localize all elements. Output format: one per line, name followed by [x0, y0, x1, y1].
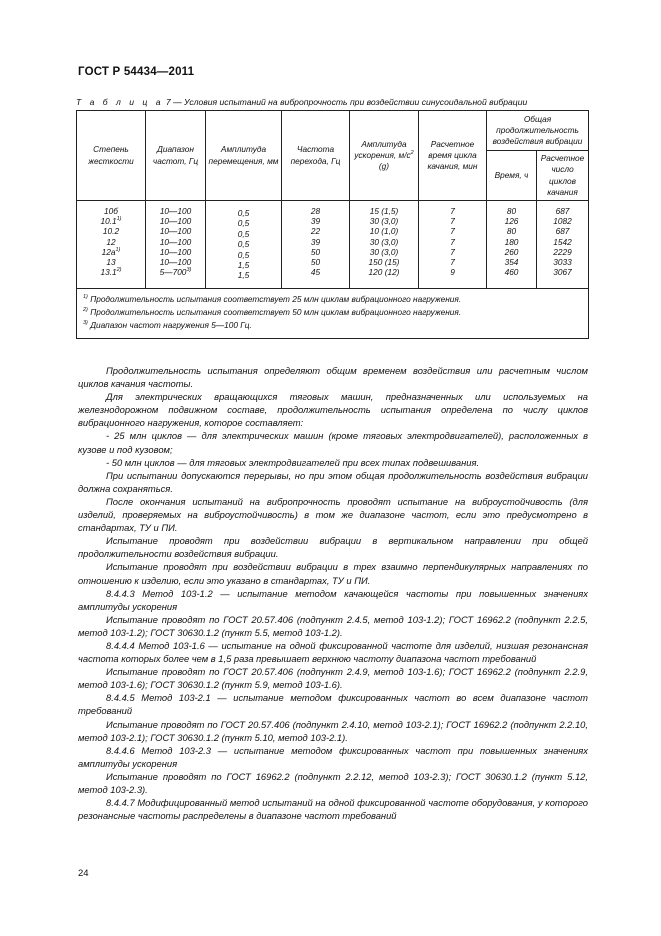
header-amp-acceleration: Амплитуда ускорения, $м/с^2$ (g) [350, 111, 419, 201]
table-cell: 1,5 [237, 260, 250, 271]
header-cycle-time: Расчетное время цикла качания, мин [419, 111, 487, 201]
table-cell: 5—700$^{3)}$ [159, 267, 192, 278]
table-caption [76, 97, 596, 107]
table-cell: 10—100 [159, 257, 192, 268]
test-conditions-table [76, 110, 589, 339]
table-cell: 9 [450, 267, 455, 278]
table-cell: 10б [104, 206, 118, 216]
paragraph: Испытание проводят при воздействии вибрации в трех взаимно перпендикулярных направлениях по отношению к изделию, если это указано в стандартах, ТУ и ПИ. [78, 561, 588, 586]
col-cycles [537, 201, 589, 289]
table-cell: 7 [450, 226, 455, 237]
table-note: $^{3)}$ Диапазон частот нагружения 5—100 Гц. [83, 320, 252, 330]
table-cell: 0,5 [237, 239, 250, 250]
table-cell: 3033 [553, 257, 572, 268]
paragraph: Испытание проводят по ГОСТ 16962.2 (подпункт 2.2.12, метод 103-2.3); ГОСТ 30630.1.2 (пункт 5.12, метод 103-2.3). [78, 770, 588, 795]
table-cell: 50 [310, 246, 321, 257]
table-cell: 2229 [553, 246, 572, 257]
header-transition-freq: Частота перехода, Гц [282, 111, 350, 201]
table-cell: 45 [310, 267, 321, 278]
col-amp-displacement [206, 201, 282, 289]
table-cell: 0,5 [237, 249, 250, 260]
table-cell: 13.1$^{2)}$ [100, 267, 122, 278]
table-cell: 1082 [553, 216, 572, 227]
table-cell: 3067 [553, 267, 572, 278]
col-transition-freq [282, 201, 350, 289]
table-cell: 10.2 [102, 226, 120, 237]
col-degree [77, 201, 146, 289]
table-cell: 80 [506, 226, 517, 237]
table-cell: 30 (3,0) [369, 216, 399, 227]
table-cell: 39 [310, 236, 321, 247]
table-cell: 15 (1,5) [369, 206, 399, 216]
table-cell: 0,5 [237, 208, 250, 218]
table-cell: $12а^{1)}$ [101, 246, 121, 257]
table-caption-label: Т а б л и ц а [76, 97, 164, 107]
paragraph: Испытание проводят при воздействии вибрации в вертикальном направлении при общей продолжительности воздействия вибрации. [78, 535, 588, 560]
table-cell: 12 [106, 236, 116, 247]
paragraph: Испытание проводят по ГОСТ 20.57.406 (подпункт 2.4.9, метод 103-1.6); ГОСТ 16962.2 (подпункт 2.2.9, метод 103-1.6); ГОСТ 30630.1.2 (пункт 5.9, метод 103-1.6). [78, 666, 588, 691]
table-cell: 0,5 [237, 218, 250, 229]
table-cell: 687 [555, 226, 570, 237]
table-cell: 260 [504, 246, 519, 257]
table-cell: 10—100 [159, 216, 192, 227]
paragraph: При испытании допускаются перерывы, но при этом общая продолжительность воздействия вибрации должна сохраняться. [78, 469, 588, 494]
table-cell: 150 (15) [368, 257, 400, 268]
table-cell: 7 [450, 236, 455, 247]
paragraph: Испытание проводят по ГОСТ 20.57.406 (подпункт 2.4.10, метод 103-2.1); ГОСТ 16962.2 (подпункт 2.2.10, метод 103-2.1); ГОСТ 30630.1.2 (пункт 5.10, метод 103-2.1). [78, 718, 588, 743]
header-range: Диапазон частот, Гц [146, 111, 206, 201]
paragraph: После окончания испытаний на вибропрочность проводят испытание на виброустойчивость (для изделий, проверяемых на виброустойчивость) в том же диапазоне частот, если это предусмотрено в стандартах, ТУ и ПИ. [78, 495, 588, 534]
header-total-duration: Общая продолжительность воздействия вибрации [487, 111, 589, 151]
table-cell: 7 [450, 246, 455, 257]
paragraph: 8.4.4.7 Модифицированный метод испытаний на одной фиксированной частоте оборудования, у которого резонансные частоты распределены в диапазоне частот требований [78, 797, 588, 822]
table-cell: 80 [506, 206, 517, 216]
col-cycle-time [419, 201, 487, 289]
header-degree: Степень жесткости [77, 111, 146, 201]
table-cell: 30 (3,0) [369, 246, 399, 257]
table-cell: 7 [450, 257, 455, 268]
table-cell: 687 [555, 206, 570, 216]
table-cell: 10—100 [159, 226, 192, 237]
paragraph: 8.4.4.6 Метод 103-2.3 — испытание методом фиксированных частот при повышенных значениях амплитуды ускорения [78, 744, 588, 769]
col-amp-acceleration [350, 201, 419, 289]
document-header: ГОСТ Р 54434—2011 [78, 66, 195, 78]
table-cell: 1542 [553, 236, 572, 247]
paragraph: 8.4.4.5 Метод 103-2.1 — испытание методом фиксированных частот во всем диапазоне частот требований [78, 692, 588, 717]
paragraph: - 50 млн циклов — для тяговых электродвигателей при всех типах подвешивания. [106, 456, 480, 468]
paragraph: 8.4.4.4 Метод 103-1.6 — испытание на одной фиксированной частоте для изделий, низшая резонансная частота которых более чем в 1,5 раза превышает верхнюю частоту диапазона частот требований [78, 639, 588, 665]
table-cell: 10—100 [159, 236, 192, 247]
table-cell: 22 [310, 226, 321, 237]
paragraph: Продолжительность испытания определяют общим временем воздействия или расчетным числом циклов качания частоты. [78, 365, 588, 390]
table-note: $^{1)}$ Продолжительность испытания соответствует 25 млн циклам вибрационного нагружения. [83, 294, 462, 304]
table-cell: 50 [310, 257, 321, 268]
table-cell: 354 [504, 257, 519, 268]
table-cell: 10 (1,0) [369, 226, 399, 237]
table-cell: 39 [310, 216, 321, 227]
table-note: $^{2)}$ Продолжительность испытания соответствует 50 млн циклам вибрационного нагружения. [83, 307, 462, 317]
table-cell: 10—100 [159, 246, 192, 257]
table-notes [77, 289, 589, 339]
page-number: 24 [78, 868, 89, 879]
table-cell: 30 (3,0) [369, 236, 399, 247]
table-caption-text: 7 — Условия испытаний на вибропрочность при воздействии синусоидальной вибрации [163, 97, 528, 107]
header-amp-displacement: Амплитуда перемещения, мм [206, 111, 282, 201]
col-time [487, 201, 537, 289]
table-cell: 460 [504, 267, 519, 278]
header-cycles: Расчетное число циклов качания [537, 151, 589, 201]
table-cell: 120 (12) [368, 267, 400, 278]
col-range [146, 201, 206, 289]
table-cell: 10.1$^{1)}$ [100, 216, 122, 227]
table-cell: 10—100 [159, 206, 192, 216]
table-cell: 126 [504, 216, 519, 227]
header-time: Время, ч [487, 151, 537, 201]
table-data-block [77, 201, 589, 289]
paragraph: 8.4.4.3 Метод 103-1.2 — испытание методом качающейся частоты при повышенных значениях амплитуды ускорения [78, 587, 588, 612]
table-cell: 7 [450, 206, 455, 216]
table-cell: 180 [504, 236, 519, 247]
paragraph: Для электрических вращающихся тяговых машин, предназначенных или используемых на железнодорожном подвижном составе, продолжительность испытания определена по числу циклов вибрационного нагружения, которое составляет: [78, 391, 588, 429]
table-cell: 28 [310, 206, 321, 216]
paragraph: Испытание проводят по ГОСТ 20.57.406 (подпункт 2.4.5, метод 103-1.2); ГОСТ 16962.2 (подпункт 2.2.5, метод 103-1.2); ГОСТ 30630.1.2 (пункт 5.5, метод 103-1.2). [78, 613, 588, 638]
table-cell: 1,5 [237, 270, 250, 281]
table-cell: 13 [106, 257, 116, 268]
paragraph: - 25 млн циклов — для электрических машин (кроме тяговых электродвигателей), расположенных в кузове и под кузовом; [78, 430, 588, 455]
table-cell: 7 [450, 216, 455, 227]
table-cell: 0,5 [237, 228, 250, 239]
body-text [78, 364, 588, 822]
